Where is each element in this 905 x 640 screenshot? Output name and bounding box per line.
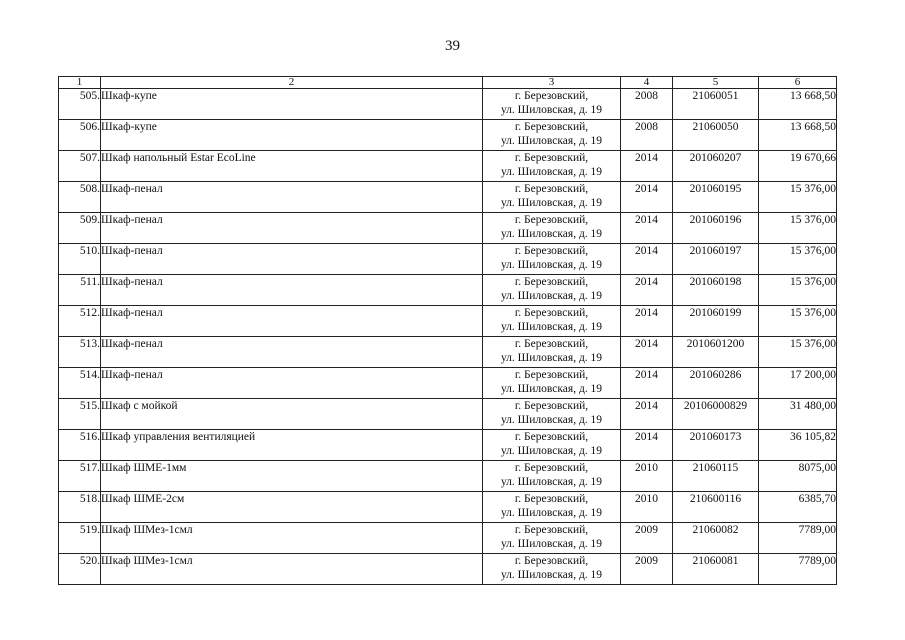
item-year: 2014	[621, 244, 673, 275]
address-city: г. Березовский,	[514, 121, 589, 133]
item-name: Шкаф с мойкой	[101, 399, 483, 430]
address-street: ул. Шиловская, д. 19	[500, 228, 603, 240]
inventory-number: 201060207	[673, 151, 759, 182]
item-year: 2014	[621, 306, 673, 337]
address-street: ул. Шиловская, д. 19	[500, 507, 603, 519]
item-cost: 31 480,00	[759, 399, 837, 430]
inventory-number: 201060199	[673, 306, 759, 337]
item-year: 2014	[621, 213, 673, 244]
item-year: 2014	[621, 151, 673, 182]
row-number: 505.	[59, 89, 101, 120]
table-row	[59, 523, 837, 554]
item-name: Шкаф-пенал	[101, 244, 483, 275]
address-city: г. Березовский,	[514, 524, 589, 536]
item-cost: 15 376,00	[759, 213, 837, 244]
table-row	[59, 461, 837, 492]
page-number: 39	[445, 38, 460, 54]
address-city: г. Березовский,	[514, 369, 589, 381]
row-number: 519.	[59, 523, 101, 554]
address-city: г. Березовский,	[514, 431, 589, 443]
item-address	[483, 244, 621, 275]
address-street: ул. Шиловская, д. 19	[500, 352, 603, 364]
item-name: Шкаф ШМез-1смл	[101, 523, 483, 554]
item-year: 2008	[621, 120, 673, 151]
inventory-number: 201060286	[673, 368, 759, 399]
address-street: ул. Шиловская, д. 19	[500, 135, 603, 147]
address-city: г. Березовский,	[514, 400, 589, 412]
table-row	[59, 151, 837, 182]
address-street: ул. Шиловская, д. 19	[500, 414, 603, 426]
table-row	[59, 120, 837, 151]
address-street: ул. Шиловская, д. 19	[500, 569, 603, 581]
inventory-number: 21060051	[673, 89, 759, 120]
item-cost: 15 376,00	[759, 275, 837, 306]
inventory-number: 201060196	[673, 213, 759, 244]
item-cost: 6385,70	[759, 492, 837, 523]
row-number: 506.	[59, 120, 101, 151]
item-name: Шкаф-пенал	[101, 182, 483, 213]
address-street: ул. Шиловская, д. 19	[500, 383, 603, 395]
table-row	[59, 492, 837, 523]
item-name: Шкаф-купе	[101, 89, 483, 120]
column-header-1: 1	[59, 77, 101, 89]
inventory-number: 2010601200	[673, 337, 759, 368]
address-city: г. Березовский,	[514, 214, 589, 226]
address-city: г. Березовский,	[514, 462, 589, 474]
item-address	[483, 275, 621, 306]
inventory-number: 21060050	[673, 120, 759, 151]
table-row	[59, 368, 837, 399]
row-number: 515.	[59, 399, 101, 430]
address-street: ул. Шиловская, д. 19	[500, 445, 603, 457]
address-street: ул. Шиловская, д. 19	[500, 197, 603, 209]
address-city: г. Березовский,	[514, 152, 589, 164]
item-address	[483, 337, 621, 368]
row-number: 510.	[59, 244, 101, 275]
item-address	[483, 461, 621, 492]
column-header-6: 6	[759, 77, 837, 89]
item-address	[483, 523, 621, 554]
address-city: г. Березовский,	[514, 90, 589, 102]
item-address	[483, 368, 621, 399]
item-name: Шкаф-пенал	[101, 275, 483, 306]
row-number: 514.	[59, 368, 101, 399]
address-city: г. Березовский,	[514, 555, 589, 567]
address-street: ул. Шиловская, д. 19	[500, 476, 603, 488]
inventory-number: 201060195	[673, 182, 759, 213]
item-name: Шкаф управления вентиляцией	[101, 430, 483, 461]
item-year: 2014	[621, 368, 673, 399]
item-year: 2010	[621, 492, 673, 523]
item-address	[483, 492, 621, 523]
address-city: г. Березовский,	[514, 183, 589, 195]
address-street: ул. Шиловская, д. 19	[500, 321, 603, 333]
item-year: 2009	[621, 523, 673, 554]
address-street: ул. Шиловская, д. 19	[500, 538, 603, 550]
item-year: 2014	[621, 182, 673, 213]
address-street: ул. Шиловская, д. 19	[500, 166, 603, 178]
column-header-5: 5	[673, 77, 759, 89]
item-address	[483, 120, 621, 151]
inventory-number: 21060082	[673, 523, 759, 554]
header-row	[59, 77, 837, 89]
inventory-number: 20106000829	[673, 399, 759, 430]
item-year: 2010	[621, 461, 673, 492]
item-cost: 15 376,00	[759, 182, 837, 213]
item-year: 2014	[621, 430, 673, 461]
column-header-2: 2	[101, 77, 483, 89]
column-header-4: 4	[621, 77, 673, 89]
inventory-number: 201060198	[673, 275, 759, 306]
inventory-number: 201060197	[673, 244, 759, 275]
inventory-number: 201060173	[673, 430, 759, 461]
item-address	[483, 399, 621, 430]
item-cost: 17 200,00	[759, 368, 837, 399]
table-row	[59, 244, 837, 275]
table-row	[59, 554, 837, 585]
item-cost: 15 376,00	[759, 337, 837, 368]
item-name: Шкаф-пенал	[101, 306, 483, 337]
item-cost: 15 376,00	[759, 306, 837, 337]
item-address	[483, 89, 621, 120]
row-number: 509.	[59, 213, 101, 244]
item-name: Шкаф-купе	[101, 120, 483, 151]
inventory-table	[58, 76, 837, 585]
item-cost: 13 668,50	[759, 89, 837, 120]
item-name: Шкаф ШМЕ-1мм	[101, 461, 483, 492]
table-row	[59, 430, 837, 461]
table-row	[59, 182, 837, 213]
row-number: 520.	[59, 554, 101, 585]
row-number: 516.	[59, 430, 101, 461]
table-row	[59, 306, 837, 337]
item-cost: 36 105,82	[759, 430, 837, 461]
inventory-number: 21060115	[673, 461, 759, 492]
row-number: 511.	[59, 275, 101, 306]
item-address	[483, 213, 621, 244]
table-row	[59, 337, 837, 368]
address-city: г. Березовский,	[514, 307, 589, 319]
item-year: 2008	[621, 89, 673, 120]
item-address	[483, 554, 621, 585]
item-year: 2009	[621, 554, 673, 585]
row-number: 512.	[59, 306, 101, 337]
table-row	[59, 399, 837, 430]
row-number: 518.	[59, 492, 101, 523]
row-number: 507.	[59, 151, 101, 182]
table-row	[59, 275, 837, 306]
inventory-number: 21060081	[673, 554, 759, 585]
item-cost: 15 376,00	[759, 244, 837, 275]
item-year: 2014	[621, 275, 673, 306]
item-address	[483, 182, 621, 213]
item-cost: 7789,00	[759, 554, 837, 585]
item-cost: 8075,00	[759, 461, 837, 492]
item-name: Шкаф ШМез-1смл	[101, 554, 483, 585]
item-cost: 19 670,66	[759, 151, 837, 182]
address-street: ул. Шиловская, д. 19	[500, 290, 603, 302]
address-city: г. Березовский,	[514, 245, 589, 257]
table-row	[59, 89, 837, 120]
item-address	[483, 430, 621, 461]
row-number: 513.	[59, 337, 101, 368]
table-row	[59, 213, 837, 244]
address-city: г. Березовский,	[514, 338, 589, 350]
item-address	[483, 151, 621, 182]
row-number: 508.	[59, 182, 101, 213]
item-cost: 13 668,50	[759, 120, 837, 151]
inventory-number: 210600116	[673, 492, 759, 523]
item-year: 2014	[621, 399, 673, 430]
address-street: ул. Шиловская, д. 19	[500, 259, 603, 271]
column-header-3: 3	[483, 77, 621, 89]
item-name: Шкаф ШМЕ-2см	[101, 492, 483, 523]
row-number: 517.	[59, 461, 101, 492]
item-cost: 7789,00	[759, 523, 837, 554]
address-city: г. Березовский,	[514, 493, 589, 505]
address-street: ул. Шиловская, д. 19	[500, 104, 603, 116]
item-name: Шкаф-пенал	[101, 213, 483, 244]
item-address	[483, 306, 621, 337]
item-year: 2014	[621, 337, 673, 368]
address-city: г. Березовский,	[514, 276, 589, 288]
item-name: Шкаф-пенал	[101, 368, 483, 399]
item-name: Шкаф напольный Estar EcoLine	[101, 151, 483, 182]
item-name: Шкаф-пенал	[101, 337, 483, 368]
